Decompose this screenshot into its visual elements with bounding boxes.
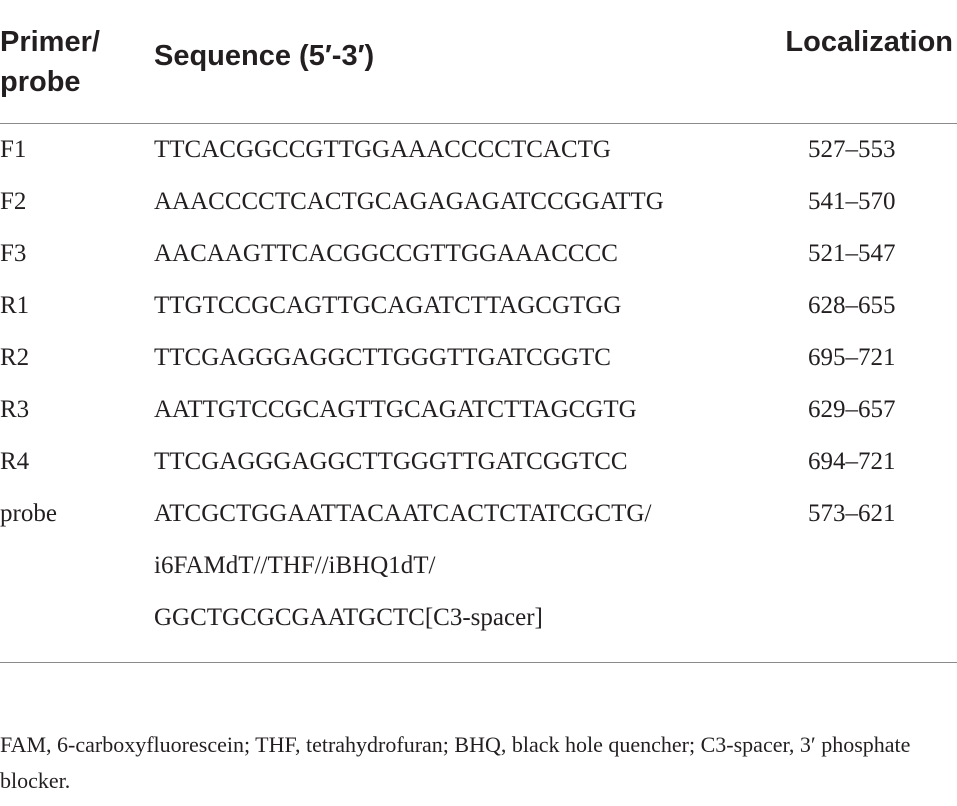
- table-bottom-rule: [0, 662, 957, 663]
- row-sequence: GGCTGCGCGAATGCTC[C3-spacer]: [154, 604, 543, 631]
- row-localization: 541–570: [808, 188, 896, 215]
- row-name: F1: [0, 136, 27, 163]
- row-sequence: TTGTCCGCAGTTGCAGATCTTAGCGTGG: [154, 292, 622, 319]
- row-sequence: TTCACGGCCGTTGGAAACCCCTCACTG: [154, 136, 611, 163]
- row-name: R3: [0, 396, 30, 423]
- row-sequence: TTCGAGGGAGGCTTGGGTTGATCGGTC: [154, 344, 611, 371]
- row-localization: 629–657: [808, 396, 896, 423]
- row-localization: 695–721: [808, 344, 896, 371]
- row-sequence: ATCGCTGGAATTACAATCACTCTATCGCTG/: [154, 500, 652, 527]
- header-primer-probe: Primer/ probe: [0, 26, 100, 98]
- row-localization: 521–547: [808, 240, 896, 267]
- row-sequence: i6FAMdT//THF//iBHQ1dT/: [154, 552, 436, 579]
- row-sequence: AATTGTCCGCAGTTGCAGATCTTAGCGTG: [154, 396, 637, 423]
- row-localization: 573–621: [808, 500, 896, 527]
- row-localization: 694–721: [808, 448, 896, 475]
- row-sequence: TTCGAGGGAGGCTTGGGTTGATCGGTCC: [154, 448, 628, 475]
- row-sequence: AACAAGTTCACGGCCGTTGGAAACCCC: [154, 240, 618, 267]
- row-localization: 628–655: [808, 292, 896, 319]
- row-name: R4: [0, 448, 30, 475]
- header-localization: Localization: [785, 26, 953, 58]
- row-name: R1: [0, 292, 30, 319]
- row-localization: 527–553: [808, 136, 896, 163]
- row-name: R2: [0, 344, 30, 371]
- row-name: F3: [0, 240, 27, 267]
- header-sequence: Sequence (5′-3′): [154, 40, 375, 72]
- row-sequence: AAACCCCTCACTGCAGAGAGATCCGGATTG: [154, 188, 664, 215]
- row-name: F2: [0, 188, 27, 215]
- row-name: probe: [0, 500, 57, 527]
- table-footnote: FAM, 6-carboxyfluorescein; THF, tetrahydrofuran; BHQ, black hole quencher; C3-spacer, 3′ phosphate blocker.: [0, 732, 911, 793]
